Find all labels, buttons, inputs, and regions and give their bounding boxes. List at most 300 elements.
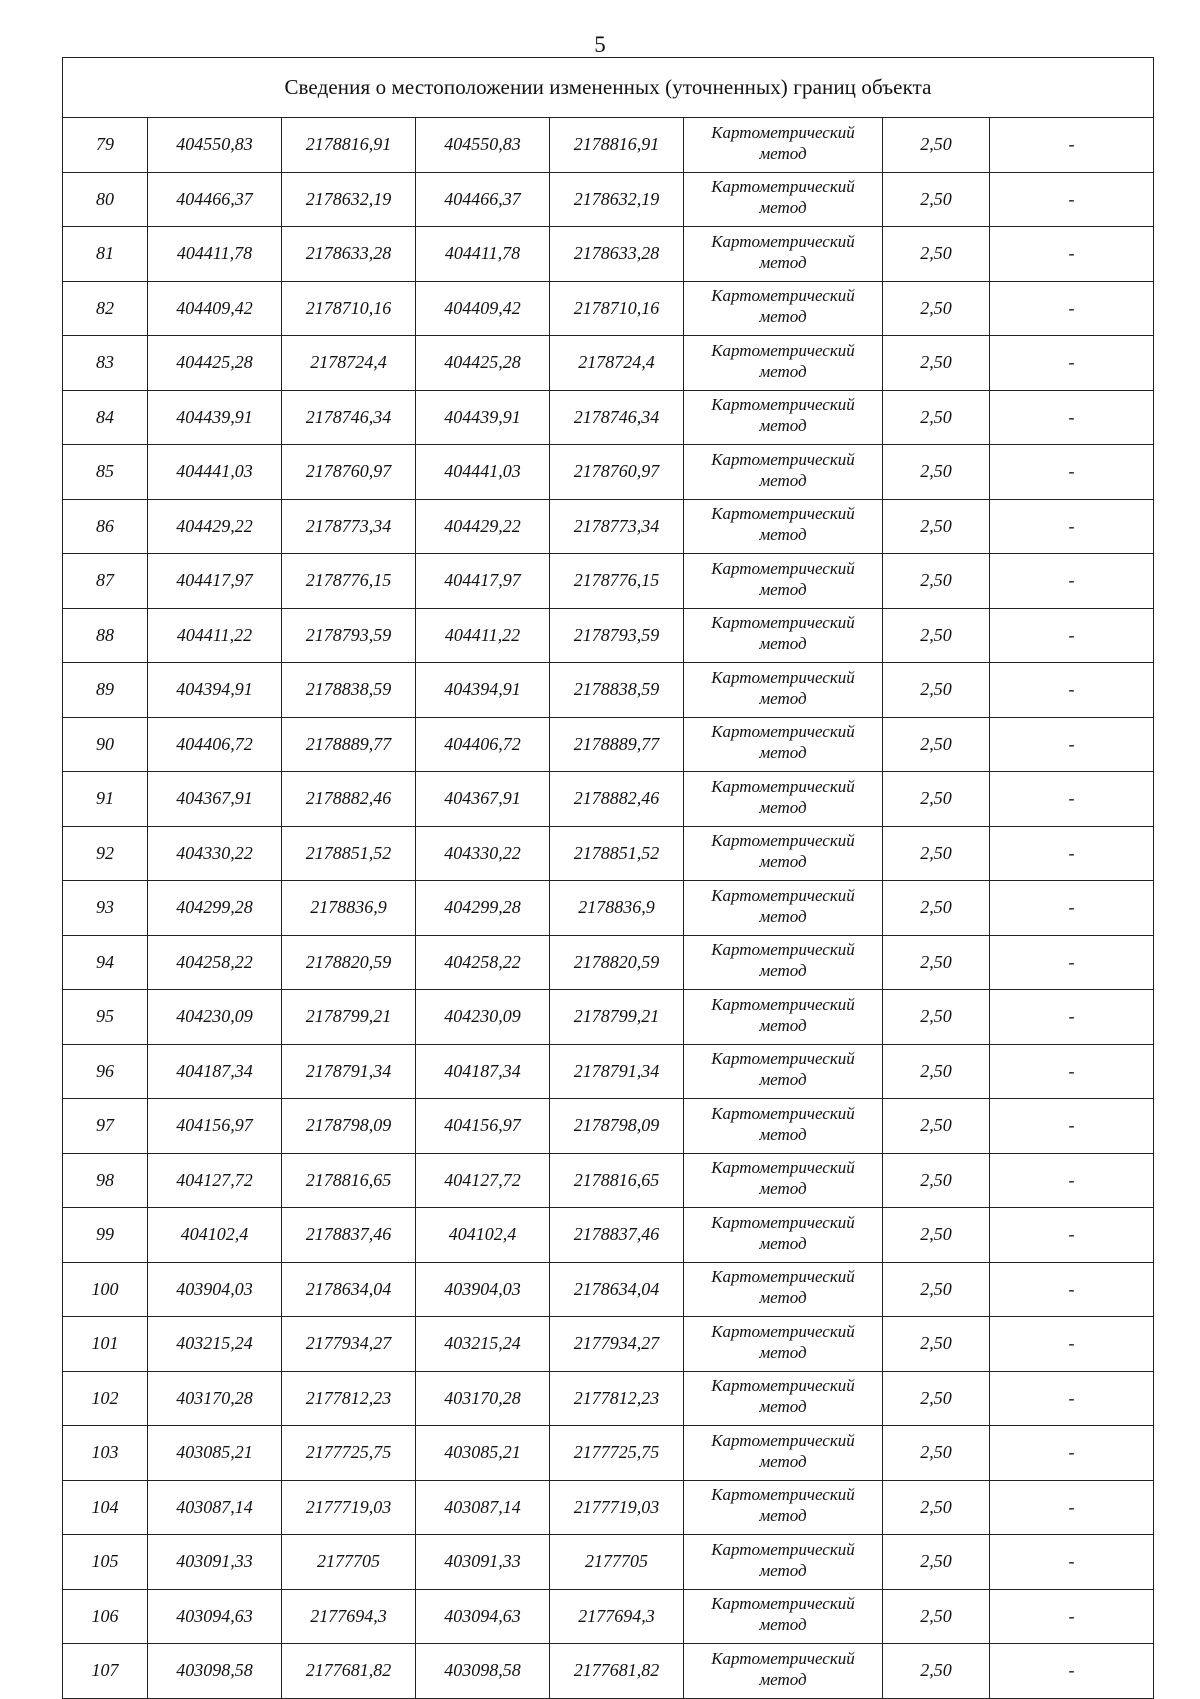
- method-cell: [684, 1044, 883, 1099]
- extra-cell: -: [990, 554, 1154, 609]
- point-number-cell: 106: [63, 1589, 148, 1644]
- method-line-2: метод: [759, 634, 807, 654]
- method-cell: [684, 1535, 883, 1590]
- existing-y-cell: 2178820,59: [282, 935, 416, 990]
- refined-y-cell: 2178746,34: [550, 390, 684, 445]
- point-number-cell: 97: [63, 1099, 148, 1154]
- refined-x-cell: 404409,42: [416, 281, 550, 336]
- method-line-2: метод: [759, 1070, 807, 1090]
- refined-y-cell: 2177705: [550, 1535, 684, 1590]
- extra-cell: -: [990, 1426, 1154, 1481]
- table-row: [63, 717, 1154, 772]
- table-row: [63, 1589, 1154, 1644]
- method-line-1: Картометрический: [711, 1049, 855, 1069]
- point-number-cell: 79: [63, 118, 148, 173]
- table-row: [63, 1480, 1154, 1535]
- point-number-cell: 101: [63, 1317, 148, 1372]
- table-row: [63, 1644, 1154, 1699]
- method-cell: [684, 990, 883, 1045]
- accuracy-cell: 2,50: [883, 445, 990, 500]
- refined-y-cell: 2178634,04: [550, 1262, 684, 1317]
- accuracy-cell: 2,50: [883, 336, 990, 391]
- existing-y-cell: 2177705: [282, 1535, 416, 1590]
- existing-x-cell: 404156,97: [148, 1099, 282, 1154]
- table-row: [63, 663, 1154, 718]
- method-line-1: Картометрический: [711, 885, 855, 905]
- table-row: [63, 826, 1154, 881]
- method-line-2: метод: [759, 252, 807, 272]
- extra-cell: -: [990, 1371, 1154, 1426]
- table-row: [63, 390, 1154, 445]
- accuracy-cell: 2,50: [883, 663, 990, 718]
- accuracy-cell: 2,50: [883, 826, 990, 881]
- existing-x-cell: 404187,34: [148, 1044, 282, 1099]
- refined-y-cell: 2178889,77: [550, 717, 684, 772]
- existing-x-cell: 404425,28: [148, 336, 282, 391]
- extra-cell: -: [990, 1044, 1154, 1099]
- extra-cell: -: [990, 499, 1154, 554]
- table-row: [63, 1153, 1154, 1208]
- method-line-2: метод: [759, 743, 807, 763]
- extra-cell: -: [990, 1480, 1154, 1535]
- refined-x-cell: 404394,91: [416, 663, 550, 718]
- table-row: [63, 1535, 1154, 1590]
- point-number-cell: 98: [63, 1153, 148, 1208]
- existing-y-cell: 2178760,97: [282, 445, 416, 500]
- extra-cell: -: [990, 1317, 1154, 1372]
- refined-x-cell: 404102,4: [416, 1208, 550, 1263]
- existing-y-cell: 2178793,59: [282, 608, 416, 663]
- extra-cell: -: [990, 118, 1154, 173]
- refined-x-cell: 403904,03: [416, 1262, 550, 1317]
- point-number-cell: 83: [63, 336, 148, 391]
- existing-y-cell: 2178724,4: [282, 336, 416, 391]
- method-line-2: метод: [759, 1615, 807, 1635]
- extra-cell: -: [990, 390, 1154, 445]
- method-line-1: Картометрический: [711, 1158, 855, 1178]
- method-line-1: Картометрический: [711, 1594, 855, 1614]
- refined-x-cell: 404417,97: [416, 554, 550, 609]
- existing-x-cell: 403098,58: [148, 1644, 282, 1699]
- refined-x-cell: 404550,83: [416, 118, 550, 173]
- method-cell: [684, 717, 883, 772]
- extra-cell: -: [990, 336, 1154, 391]
- method-line-2: метод: [759, 1560, 807, 1580]
- extra-cell: -: [990, 772, 1154, 827]
- method-line-1: Картометрический: [711, 1321, 855, 1341]
- existing-y-cell: 2177694,3: [282, 1589, 416, 1644]
- accuracy-cell: 2,50: [883, 554, 990, 609]
- accuracy-cell: 2,50: [883, 281, 990, 336]
- refined-y-cell: 2178760,97: [550, 445, 684, 500]
- existing-y-cell: 2178633,28: [282, 227, 416, 282]
- existing-x-cell: 403170,28: [148, 1371, 282, 1426]
- accuracy-cell: 2,50: [883, 1099, 990, 1154]
- method-line-1: Картометрический: [711, 1485, 855, 1505]
- refined-x-cell: 404330,22: [416, 826, 550, 881]
- refined-y-cell: 2178710,16: [550, 281, 684, 336]
- existing-x-cell: 404102,4: [148, 1208, 282, 1263]
- extra-cell: -: [990, 281, 1154, 336]
- refined-x-cell: 404441,03: [416, 445, 550, 500]
- table-row: [63, 554, 1154, 609]
- method-cell: [684, 227, 883, 282]
- point-number-cell: 93: [63, 881, 148, 936]
- method-cell: [684, 1262, 883, 1317]
- refined-x-cell: 404466,37: [416, 172, 550, 227]
- accuracy-cell: 2,50: [883, 935, 990, 990]
- accuracy-cell: 2,50: [883, 1644, 990, 1699]
- extra-cell: -: [990, 1262, 1154, 1317]
- extra-cell: -: [990, 172, 1154, 227]
- method-line-1: Картометрический: [711, 504, 855, 524]
- accuracy-cell: 2,50: [883, 1589, 990, 1644]
- accuracy-cell: 2,50: [883, 1480, 990, 1535]
- refined-x-cell: 404299,28: [416, 881, 550, 936]
- accuracy-cell: 2,50: [883, 1262, 990, 1317]
- method-line-1: Картометрический: [711, 231, 855, 251]
- existing-y-cell: 2177812,23: [282, 1371, 416, 1426]
- refined-y-cell: 2178882,46: [550, 772, 684, 827]
- existing-y-cell: 2178837,46: [282, 1208, 416, 1263]
- method-line-2: метод: [759, 579, 807, 599]
- table-row: [63, 281, 1154, 336]
- method-line-2: метод: [759, 1397, 807, 1417]
- point-number-cell: 87: [63, 554, 148, 609]
- method-line-1: Картометрический: [711, 613, 855, 633]
- accuracy-cell: 2,50: [883, 1044, 990, 1099]
- method-line-1: Картометрический: [711, 177, 855, 197]
- method-cell: [684, 826, 883, 881]
- existing-x-cell: 404466,37: [148, 172, 282, 227]
- existing-x-cell: 404330,22: [148, 826, 282, 881]
- table-row: [63, 1426, 1154, 1481]
- existing-x-cell: 404230,09: [148, 990, 282, 1045]
- table-row: [63, 1208, 1154, 1263]
- method-line-1: Картометрический: [711, 1430, 855, 1450]
- table-row: [63, 172, 1154, 227]
- method-cell: [684, 1153, 883, 1208]
- method-cell: [684, 172, 883, 227]
- point-number-cell: 105: [63, 1535, 148, 1590]
- method-line-2: метод: [759, 1288, 807, 1308]
- existing-x-cell: 403085,21: [148, 1426, 282, 1481]
- point-number-cell: 90: [63, 717, 148, 772]
- point-number-cell: 85: [63, 445, 148, 500]
- refined-y-cell: 2178633,28: [550, 227, 684, 282]
- existing-y-cell: 2177719,03: [282, 1480, 416, 1535]
- table-row: [63, 499, 1154, 554]
- refined-y-cell: 2177681,82: [550, 1644, 684, 1699]
- method-cell: [684, 1426, 883, 1481]
- extra-cell: -: [990, 1153, 1154, 1208]
- existing-x-cell: 404409,42: [148, 281, 282, 336]
- extra-cell: -: [990, 1208, 1154, 1263]
- refined-x-cell: 404411,78: [416, 227, 550, 282]
- method-line-2: метод: [759, 1506, 807, 1526]
- existing-y-cell: 2178882,46: [282, 772, 416, 827]
- method-line-2: метод: [759, 1179, 807, 1199]
- method-line-2: метод: [759, 416, 807, 436]
- refined-y-cell: 2177719,03: [550, 1480, 684, 1535]
- refined-x-cell: 403085,21: [416, 1426, 550, 1481]
- existing-x-cell: 404258,22: [148, 935, 282, 990]
- method-cell: [684, 772, 883, 827]
- method-line-2: метод: [759, 906, 807, 926]
- existing-y-cell: 2178798,09: [282, 1099, 416, 1154]
- refined-x-cell: 404156,97: [416, 1099, 550, 1154]
- method-cell: [684, 1371, 883, 1426]
- table-row: [63, 336, 1154, 391]
- refined-y-cell: 2178816,65: [550, 1153, 684, 1208]
- method-cell: [684, 608, 883, 663]
- method-line-2: метод: [759, 852, 807, 872]
- existing-x-cell: 404550,83: [148, 118, 282, 173]
- existing-y-cell: 2178632,19: [282, 172, 416, 227]
- existing-x-cell: 404394,91: [148, 663, 282, 718]
- accuracy-cell: 2,50: [883, 499, 990, 554]
- table-row: [63, 1317, 1154, 1372]
- refined-x-cell: 404258,22: [416, 935, 550, 990]
- method-line-2: метод: [759, 361, 807, 381]
- method-line-1: Картометрический: [711, 1539, 855, 1559]
- accuracy-cell: 2,50: [883, 172, 990, 227]
- point-number-cell: 86: [63, 499, 148, 554]
- method-line-1: Картометрический: [711, 1212, 855, 1232]
- refined-x-cell: 404230,09: [416, 990, 550, 1045]
- existing-y-cell: 2177934,27: [282, 1317, 416, 1372]
- method-line-1: Картометрический: [711, 831, 855, 851]
- existing-y-cell: 2178838,59: [282, 663, 416, 718]
- point-number-cell: 89: [63, 663, 148, 718]
- refined-y-cell: 2178851,52: [550, 826, 684, 881]
- point-number-cell: 103: [63, 1426, 148, 1481]
- extra-cell: -: [990, 445, 1154, 500]
- method-cell: [684, 1099, 883, 1154]
- method-line-2: метод: [759, 961, 807, 981]
- refined-y-cell: 2178837,46: [550, 1208, 684, 1263]
- existing-y-cell: 2177681,82: [282, 1644, 416, 1699]
- existing-y-cell: 2177725,75: [282, 1426, 416, 1481]
- extra-cell: -: [990, 990, 1154, 1045]
- method-cell: [684, 663, 883, 718]
- method-line-2: метод: [759, 1669, 807, 1689]
- refined-y-cell: 2177934,27: [550, 1317, 684, 1372]
- existing-y-cell: 2178776,15: [282, 554, 416, 609]
- table-row: [63, 990, 1154, 1045]
- point-number-cell: 99: [63, 1208, 148, 1263]
- method-line-2: метод: [759, 307, 807, 327]
- method-cell: [684, 881, 883, 936]
- point-number-cell: 84: [63, 390, 148, 445]
- point-number-cell: 82: [63, 281, 148, 336]
- method-cell: [684, 336, 883, 391]
- refined-y-cell: 2178773,34: [550, 499, 684, 554]
- table-row: [63, 608, 1154, 663]
- existing-y-cell: 2178634,04: [282, 1262, 416, 1317]
- method-cell: [684, 554, 883, 609]
- existing-x-cell: 404411,78: [148, 227, 282, 282]
- existing-y-cell: 2178851,52: [282, 826, 416, 881]
- existing-y-cell: 2178773,34: [282, 499, 416, 554]
- method-line-1: Картометрический: [711, 1648, 855, 1668]
- refined-y-cell: 2178799,21: [550, 990, 684, 1045]
- existing-x-cell: 404299,28: [148, 881, 282, 936]
- refined-y-cell: 2178793,59: [550, 608, 684, 663]
- point-number-cell: 92: [63, 826, 148, 881]
- method-cell: [684, 118, 883, 173]
- table-row: [63, 118, 1154, 173]
- accuracy-cell: 2,50: [883, 881, 990, 936]
- refined-x-cell: 404367,91: [416, 772, 550, 827]
- method-line-2: метод: [759, 470, 807, 490]
- accuracy-cell: 2,50: [883, 1208, 990, 1263]
- existing-y-cell: 2178791,34: [282, 1044, 416, 1099]
- method-cell: [684, 1480, 883, 1535]
- point-number-cell: 88: [63, 608, 148, 663]
- existing-y-cell: 2178889,77: [282, 717, 416, 772]
- table-row: [63, 881, 1154, 936]
- accuracy-cell: 2,50: [883, 1371, 990, 1426]
- refined-x-cell: 404406,72: [416, 717, 550, 772]
- refined-y-cell: 2177694,3: [550, 1589, 684, 1644]
- existing-x-cell: 404439,91: [148, 390, 282, 445]
- method-line-1: Картометрический: [711, 286, 855, 306]
- accuracy-cell: 2,50: [883, 1535, 990, 1590]
- point-number-cell: 91: [63, 772, 148, 827]
- existing-x-cell: 404411,22: [148, 608, 282, 663]
- table-title-row: [63, 58, 1154, 118]
- accuracy-cell: 2,50: [883, 608, 990, 663]
- existing-x-cell: 404417,97: [148, 554, 282, 609]
- method-line-2: метод: [759, 688, 807, 708]
- extra-cell: -: [990, 608, 1154, 663]
- refined-x-cell: 403215,24: [416, 1317, 550, 1372]
- table-row: [63, 445, 1154, 500]
- method-line-1: Картометрический: [711, 449, 855, 469]
- existing-x-cell: 404429,22: [148, 499, 282, 554]
- point-number-cell: 94: [63, 935, 148, 990]
- method-line-2: метод: [759, 1124, 807, 1144]
- method-line-1: Картометрический: [711, 940, 855, 960]
- extra-cell: -: [990, 663, 1154, 718]
- accuracy-cell: 2,50: [883, 1153, 990, 1208]
- method-cell: [684, 499, 883, 554]
- refined-x-cell: 404439,91: [416, 390, 550, 445]
- accuracy-cell: 2,50: [883, 390, 990, 445]
- existing-x-cell: 403904,03: [148, 1262, 282, 1317]
- point-number-cell: 96: [63, 1044, 148, 1099]
- refined-y-cell: 2178724,4: [550, 336, 684, 391]
- existing-y-cell: 2178816,91: [282, 118, 416, 173]
- existing-x-cell: 403094,63: [148, 1589, 282, 1644]
- method-cell: [684, 935, 883, 990]
- point-number-cell: 107: [63, 1644, 148, 1699]
- refined-y-cell: 2178838,59: [550, 663, 684, 718]
- refined-x-cell: 404429,22: [416, 499, 550, 554]
- point-number-cell: 81: [63, 227, 148, 282]
- refined-x-cell: 403098,58: [416, 1644, 550, 1699]
- coordinates-table: [62, 57, 1154, 1699]
- refined-y-cell: 2178836,9: [550, 881, 684, 936]
- method-line-1: Картометрический: [711, 1103, 855, 1123]
- refined-y-cell: 2178791,34: [550, 1044, 684, 1099]
- accuracy-cell: 2,50: [883, 772, 990, 827]
- method-line-2: метод: [759, 1342, 807, 1362]
- extra-cell: -: [990, 1589, 1154, 1644]
- method-line-1: Картометрический: [711, 776, 855, 796]
- method-line-2: метод: [759, 1451, 807, 1471]
- table-row: [63, 1371, 1154, 1426]
- existing-y-cell: 2178746,34: [282, 390, 416, 445]
- method-line-2: метод: [759, 1233, 807, 1253]
- point-number-cell: 95: [63, 990, 148, 1045]
- existing-x-cell: 403087,14: [148, 1480, 282, 1535]
- method-cell: [684, 1589, 883, 1644]
- table-row: [63, 227, 1154, 282]
- refined-y-cell: 2178816,91: [550, 118, 684, 173]
- method-line-1: Картометрический: [711, 994, 855, 1014]
- existing-y-cell: 2178799,21: [282, 990, 416, 1045]
- method-cell: [684, 281, 883, 336]
- accuracy-cell: 2,50: [883, 1317, 990, 1372]
- refined-y-cell: 2178798,09: [550, 1099, 684, 1154]
- table-row: [63, 1044, 1154, 1099]
- point-number-cell: 100: [63, 1262, 148, 1317]
- extra-cell: -: [990, 227, 1154, 282]
- refined-x-cell: 404187,34: [416, 1044, 550, 1099]
- existing-x-cell: 403091,33: [148, 1535, 282, 1590]
- extra-cell: -: [990, 1099, 1154, 1154]
- refined-y-cell: 2178632,19: [550, 172, 684, 227]
- refined-y-cell: 2177812,23: [550, 1371, 684, 1426]
- method-cell: [684, 445, 883, 500]
- method-line-1: Картометрический: [711, 122, 855, 142]
- method-line-1: Картометрический: [711, 558, 855, 578]
- table-row: [63, 1099, 1154, 1154]
- accuracy-cell: 2,50: [883, 118, 990, 173]
- refined-y-cell: 2177725,75: [550, 1426, 684, 1481]
- existing-y-cell: 2178816,65: [282, 1153, 416, 1208]
- refined-x-cell: 404127,72: [416, 1153, 550, 1208]
- method-line-2: метод: [759, 143, 807, 163]
- page-number: 5: [594, 32, 606, 57]
- accuracy-cell: 2,50: [883, 227, 990, 282]
- refined-x-cell: 403087,14: [416, 1480, 550, 1535]
- method-cell: [684, 1644, 883, 1699]
- extra-cell: -: [990, 1644, 1154, 1699]
- method-cell: [684, 1208, 883, 1263]
- method-cell: [684, 1317, 883, 1372]
- table-row: [63, 935, 1154, 990]
- extra-cell: -: [990, 881, 1154, 936]
- method-line-2: метод: [759, 525, 807, 545]
- refined-y-cell: 2178776,15: [550, 554, 684, 609]
- extra-cell: -: [990, 935, 1154, 990]
- point-number-cell: 102: [63, 1371, 148, 1426]
- table-row: [63, 1262, 1154, 1317]
- accuracy-cell: 2,50: [883, 990, 990, 1045]
- extra-cell: -: [990, 826, 1154, 881]
- method-line-2: метод: [759, 797, 807, 817]
- point-number-cell: 80: [63, 172, 148, 227]
- existing-x-cell: 404127,72: [148, 1153, 282, 1208]
- existing-y-cell: 2178836,9: [282, 881, 416, 936]
- table-row: [63, 772, 1154, 827]
- accuracy-cell: 2,50: [883, 717, 990, 772]
- refined-x-cell: 404411,22: [416, 608, 550, 663]
- existing-x-cell: 404441,03: [148, 445, 282, 500]
